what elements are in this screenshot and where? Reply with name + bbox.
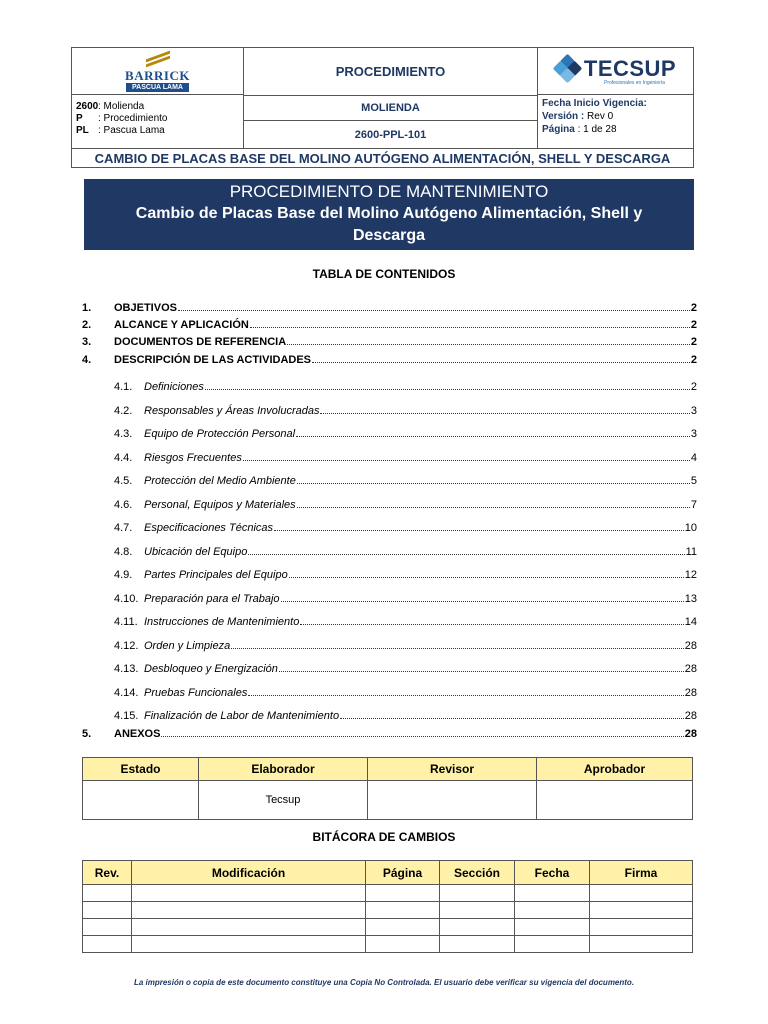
approval-header: Revisor <box>368 758 537 781</box>
code-row: 2600 : Molienda <box>76 101 145 112</box>
toc-text: Finalización de Labor de Mantenimiento <box>144 710 340 722</box>
toc-subentry[interactable] <box>82 377 697 393</box>
document-header <box>71 47 694 168</box>
barrick-logo <box>72 48 243 95</box>
approval-cell <box>83 781 199 820</box>
toc-subentry[interactable] <box>82 589 697 605</box>
toc-text: Riesgos Frecuentes <box>144 451 242 464</box>
toc-page: 2 <box>690 336 697 348</box>
toc-number: 4.6. <box>114 498 133 511</box>
toc-leader <box>312 362 690 363</box>
toc-text: Personal, Equipos y Materiales <box>144 498 296 511</box>
header-right-cell <box>538 48 693 148</box>
toc-number: 5. <box>82 728 92 740</box>
toc-leader <box>231 648 684 649</box>
toc-number: 4.15. <box>114 710 139 722</box>
toc-leader <box>300 624 683 625</box>
toc-page: 3 <box>690 404 697 417</box>
toc-page: 2 <box>690 354 697 366</box>
toc-subentry[interactable] <box>82 542 697 558</box>
toc-leader <box>274 530 684 531</box>
toc-number: 2. <box>82 319 92 331</box>
toc-entry[interactable] <box>82 332 697 348</box>
toc-page: 7 <box>690 498 697 511</box>
header-left-cell <box>72 48 244 148</box>
toc-page: 28 <box>684 639 697 652</box>
changelog-header: Rev. <box>83 861 132 885</box>
toc-leader <box>297 507 690 508</box>
toc-leader <box>340 718 684 719</box>
toc-page: 4 <box>690 451 697 464</box>
toc-page: 5 <box>690 475 697 487</box>
toc-leader <box>161 736 683 737</box>
doc-meta <box>538 95 693 138</box>
changelog-header: Modificación <box>132 861 366 885</box>
toc-page: 14 <box>684 616 697 628</box>
code-legend <box>72 95 243 143</box>
toc-number: 4.14. <box>114 686 139 699</box>
toc-leader <box>248 554 684 555</box>
fecha-label: Fecha Inicio Vigencia: <box>542 98 647 109</box>
toc-leader <box>178 310 690 311</box>
toc-leader <box>243 460 690 461</box>
toc-subentry[interactable] <box>82 518 697 534</box>
toc-text: DOCUMENTOS DE REFERENCIA <box>114 336 287 348</box>
version-label: Versión : <box>542 111 585 122</box>
pagina-value: : 1 de 28 <box>577 124 617 135</box>
changelog-header: Página <box>366 861 440 885</box>
approval-header: Estado <box>83 758 199 781</box>
toc-leader <box>289 577 684 578</box>
toc-text: Desbloqueo y Energización <box>144 663 278 675</box>
toc-leader <box>250 327 690 328</box>
toc-text: Instrucciones de Mantenimiento <box>144 616 300 628</box>
title-banner <box>84 179 694 250</box>
toc-subentry[interactable] <box>82 495 697 511</box>
changelog-header: Fecha <box>515 861 590 885</box>
doc-type: PROCEDIMIENTO <box>244 48 537 96</box>
approval-cell <box>368 781 537 820</box>
code-row: PL : Pascua Lama <box>76 125 165 136</box>
tecsup-logo-name: TECSUP <box>583 56 677 81</box>
toc-page: 28 <box>684 686 697 699</box>
toc-subentry[interactable] <box>82 659 697 675</box>
toc-text: Partes Principales del Equipo <box>144 569 288 581</box>
toc-page: 12 <box>684 569 697 581</box>
toc-text: Responsables y Áreas Involucradas <box>144 404 320 417</box>
toc-number: 4.1. <box>114 381 133 393</box>
toc-subentry[interactable] <box>82 401 697 417</box>
toc-subentry[interactable] <box>82 424 697 440</box>
toc-number: 1. <box>82 302 92 314</box>
banner-line1: PROCEDIMIENTO DE MANTENIMIENTO <box>229 182 549 201</box>
toc-leader <box>205 389 690 390</box>
toc-number: 4.12. <box>114 639 139 652</box>
toc-number: 4.4. <box>114 451 133 464</box>
tecsup-tagline: Profesionales en Ingeniería <box>604 80 665 86</box>
toc-text: Ubicación del Equipo <box>144 545 248 558</box>
toc-text: Pruebas Funcionales <box>144 686 248 699</box>
doc-area: MOLIENDA <box>244 96 537 121</box>
toc-text: Protección del Medio Ambiente <box>144 475 296 487</box>
toc-number: 4.2. <box>114 404 133 417</box>
toc-number: 4.13. <box>114 663 139 675</box>
toc-number: 4.9. <box>114 569 133 581</box>
toc-title: TABLA DE CONTENIDOS <box>312 267 456 281</box>
toc-page: 2 <box>690 302 697 314</box>
toc-page: 10 <box>684 522 697 534</box>
tecsup-mark-icon <box>555 56 581 82</box>
toc-page: 2 <box>690 381 697 393</box>
toc-number: 4.7. <box>114 522 133 534</box>
toc-entry[interactable] <box>82 315 697 331</box>
toc-subentry[interactable] <box>82 612 697 628</box>
toc-leader <box>320 413 689 414</box>
table-row <box>83 902 693 919</box>
toc-leader <box>281 601 684 602</box>
toc-leader <box>248 695 683 696</box>
toc-page: 28 <box>684 728 697 740</box>
toc-text: Equipo de Protección Personal <box>144 428 296 440</box>
approval-cell <box>537 781 693 820</box>
toc-text: DESCRIPCIÓN DE LAS ACTIVIDADES <box>114 354 312 366</box>
toc-entry[interactable] <box>82 724 697 740</box>
toc-entry[interactable] <box>82 298 697 314</box>
toc-number: 4.5. <box>114 475 133 487</box>
toc-leader <box>279 671 684 672</box>
toc-leader <box>296 436 690 437</box>
version-value: Rev 0 <box>587 111 614 122</box>
code-row: P : Procedimiento <box>76 113 168 124</box>
barrick-mark-icon <box>143 53 173 67</box>
table-row <box>83 919 693 936</box>
toc-subentry[interactable] <box>82 471 697 487</box>
toc-text: Preparación para el Trabajo <box>144 592 280 605</box>
toc-text: ANEXOS <box>114 728 161 740</box>
toc-subentry[interactable] <box>82 683 697 699</box>
changelog-title: BITÁCORA DE CAMBIOS <box>312 830 456 844</box>
approval-header: Elaborador <box>199 758 368 781</box>
toc-number: 4.11. <box>114 616 138 628</box>
doc-subject: CAMBIO DE PLACAS BASE DEL MOLINO AUTÓGENO ALIMENTACIÓN, SHELL Y DESCARGA <box>94 150 671 166</box>
toc-text: Especificaciones Técnicas <box>144 522 274 534</box>
changelog-header: Firma <box>590 861 693 885</box>
toc-leader <box>287 344 690 345</box>
toc-number: 4. <box>82 354 92 366</box>
approval-header: Aprobador <box>537 758 693 781</box>
toc-subentry[interactable] <box>82 565 697 581</box>
barrick-logo-name: BARRICK <box>125 68 190 83</box>
toc-text: ALCANCE Y APLICACIÓN <box>114 319 249 331</box>
table-row <box>83 885 693 902</box>
approval-table <box>82 757 693 820</box>
toc-number: 4.10. <box>114 592 139 605</box>
toc-page: 11 <box>685 545 697 558</box>
header-mid-cell <box>244 48 538 148</box>
toc-page: 2 <box>690 319 697 331</box>
barrick-logo-sub: PASCUA LAMA <box>126 83 189 92</box>
toc-leader <box>297 483 690 484</box>
toc-page: 13 <box>684 592 697 605</box>
footer-notice: La impresión o copia de este documento constituye una Copia No Controlada. El usuario debe verificar su vigencia del documento. <box>133 978 635 987</box>
pagina-label: Página <box>542 124 575 135</box>
toc-subentry[interactable] <box>82 706 697 722</box>
toc-page: 28 <box>684 710 697 722</box>
changelog-header: Sección <box>440 861 515 885</box>
toc-number: 4.8. <box>114 545 133 558</box>
tecsup-logo <box>538 48 693 95</box>
toc-page: 3 <box>690 428 697 440</box>
toc-text: OBJETIVOS <box>114 302 177 314</box>
toc-subentry[interactable] <box>82 636 697 652</box>
toc-text: Definiciones <box>144 381 204 393</box>
toc-entry[interactable] <box>82 350 697 366</box>
banner-line2: Cambio de Placas Base del Molino Autógeno Alimentación, Shell y Descarga <box>135 205 643 244</box>
toc-number: 3. <box>82 336 92 348</box>
toc-text: Orden y Limpieza <box>144 639 231 652</box>
toc-number: 4.3. <box>114 428 133 440</box>
doc-code: 2600-PPL-101 <box>354 128 427 141</box>
table-row <box>83 936 693 953</box>
approval-cell: Tecsup <box>199 781 368 820</box>
toc-page: 28 <box>684 663 697 675</box>
toc-subentry[interactable] <box>82 448 697 464</box>
changelog-table <box>82 860 693 953</box>
